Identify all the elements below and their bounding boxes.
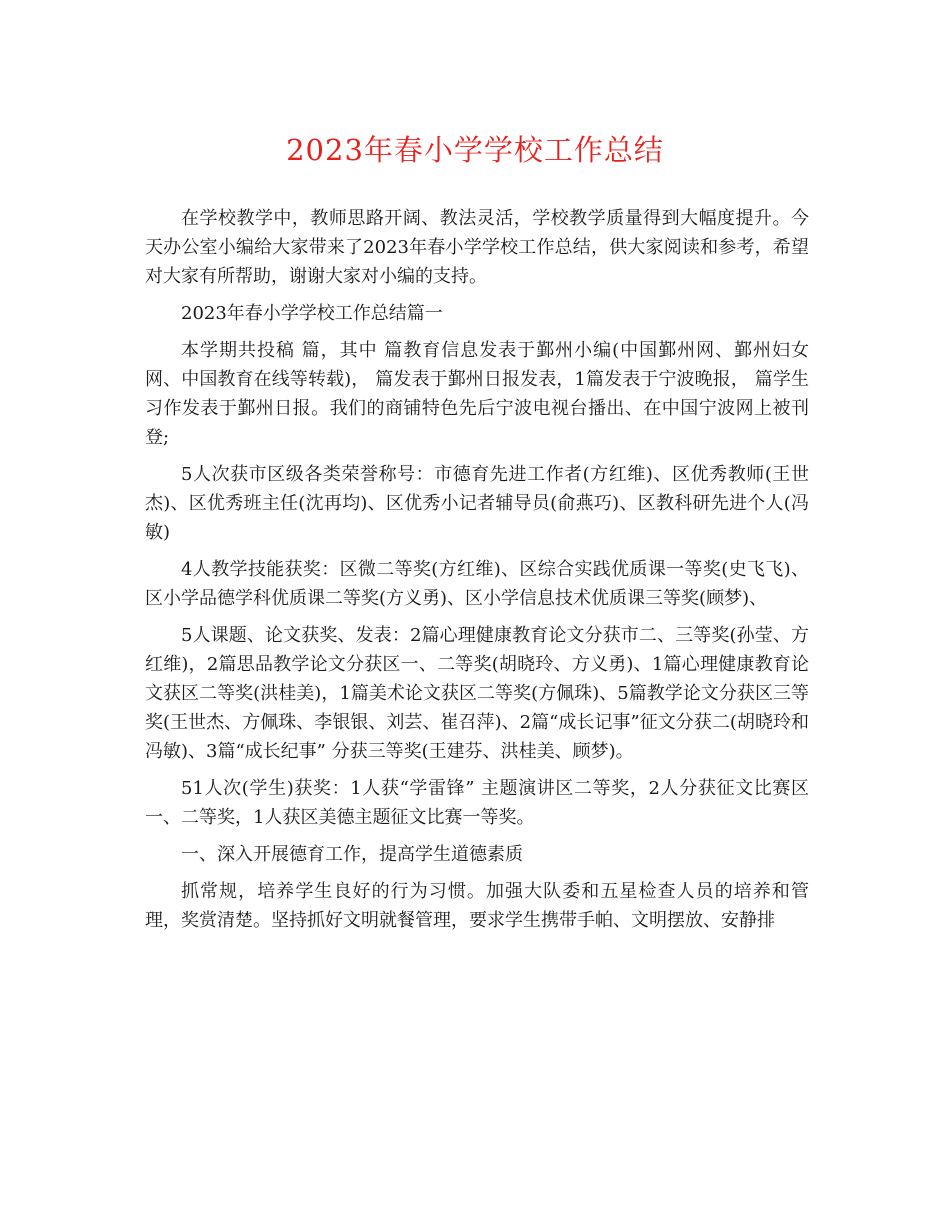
- paragraph-moral-education-heading: 一、深入开展德育工作，提高学生道德素质: [181, 844, 523, 865]
- paragraph-paper-awards: 5人课题、论文获奖、发表：2篇心理健康教育论文分获市二、三等奖(孙莹、方红维)，2篇思品教学论文分获区一、二等奖(胡晓玲、方义勇)、1篇心理健康教育论文获区二等奖(洪桂美)，1篇美术论文获区二等奖(方佩珠)、5篇教学论文分获区三等奖(王世杰、方佩珠、李银银、刘芸、崔召萍)、2篇“成长记事”征文分获二(胡晓玲和冯敏)、3篇“成长纪事” 分获三等奖(王建芬、洪桂美、顾梦)。: [145, 625, 809, 762]
- paragraph-section-heading: 2023年春小学学校工作总结篇一: [181, 303, 443, 324]
- document-body: [145, 204, 809, 935]
- document-title: 2023年春小学学校工作总结: [286, 133, 664, 167]
- paragraph-teaching-awards: 4人教学技能获奖：区微二等奖(方红维)、区综合实践优质课一等奖(史飞飞)、区小学品德学科优质课二等奖(方义勇)、区小学信息技术优质课三等奖(顾梦)、: [145, 559, 809, 609]
- paragraph-intro: 在学校教学中，教师思路开阔、教法灵活，学校教学质量得到大幅度提升。今天办公室小编给大家带来了2023年春小学学校工作总结，供大家阅读和参考，希望对大家有所帮助，谢谢大家对小编的支持。: [145, 208, 809, 287]
- paragraph-honors: 5人次获市区级各类荣誉称号：市德育先进工作者(方红维)、区优秀教师(王世杰)、区优秀班主任(沈再均)、区优秀小记者辅导员(俞燕巧)、区教科研先进个人(冯敏): [145, 464, 809, 543]
- paragraph-student-awards: 51人次(学生)获奖：1人获“学雷锋” 主题演讲区二等奖，2人分获征文比赛区一、二等奖，1人获区美德主题征文比赛一等奖。: [145, 778, 809, 828]
- paragraph-routine: 抓常规，培养学生良好的行为习惯。加强大队委和五星检查人员的培养和管理，奖赏清楚。坚持抓好文明就餐管理，要求学生携带手帕、文明摆放、安静排: [145, 881, 809, 931]
- paragraph-submissions: 本学期共投稿 篇，其中 篇教育信息发表于鄞州小编(中国鄞州网、鄞州妇女网、中国教育在线等转载)， 篇发表于鄞州日报发表，1篇发表于宁波晚报， 篇学生习作发表于鄞州日报。我们的商铺特色先后宁波电视台播出、在中国宁波网上被刊登;: [145, 340, 809, 448]
